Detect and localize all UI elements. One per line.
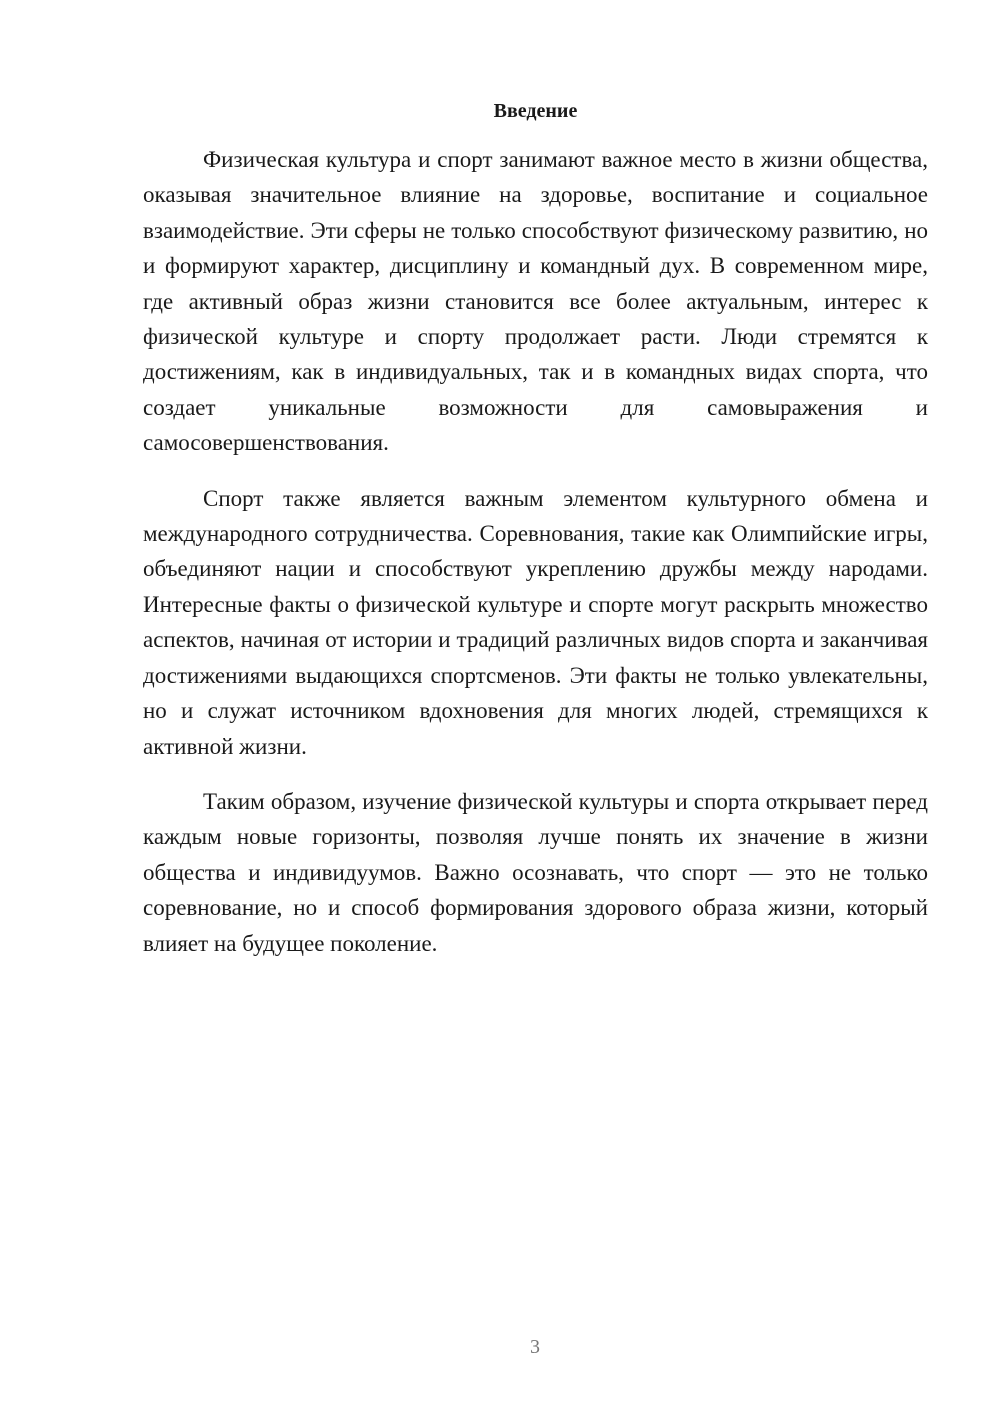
paragraph-2: Спорт также является важным элементом культурного обмена и международного сотрудничества. Соревнования, такие как Олимпийские игры, объединяют нации и способствуют укреплению дружбы между народами. Интересные факты о физической культуре и спорте могут раскрыть множество аспектов, начиная от истории и традиций различных видов спорта и заканчивая достижениями выдающихся спортсменов. Эти факты не только увлекательны, но и служат источником вдохновения для многих людей, стремящихся к активной жизни. (143, 485, 928, 759)
page-number: 3 (530, 1336, 540, 1358)
section-heading: Введение (493, 100, 578, 122)
document-body (143, 142, 928, 961)
paragraph-1: Физическая культура и спорт занимают важное место в жизни общества, оказывая значительное влияние на здоровье, воспитание и социальное взаимодействие. Эти сферы не только способствуют физическому развитию, но и формируют характер, дисциплину и командный дух. В современном мире, где активный образ жизни становится все более актуальным, интерес к физической культуре и спорту продолжает расти. Люди стремятся к достижениям, как в индивидуальных, так и в командных видах спорта, что создает уникальные возможности для самовыражения и самосовершенствования. (143, 147, 928, 456)
paragraph-3: Таким образом, изучение физической культуры и спорта открывает перед каждым новые горизонты, позволяя лучше понять их значение в жизни общества и индивидуумов. Важно осознавать, что спорт — это не только соревнование, но и способ формирования здорового образа жизни, который влияет на будущее поколение. (143, 788, 928, 956)
